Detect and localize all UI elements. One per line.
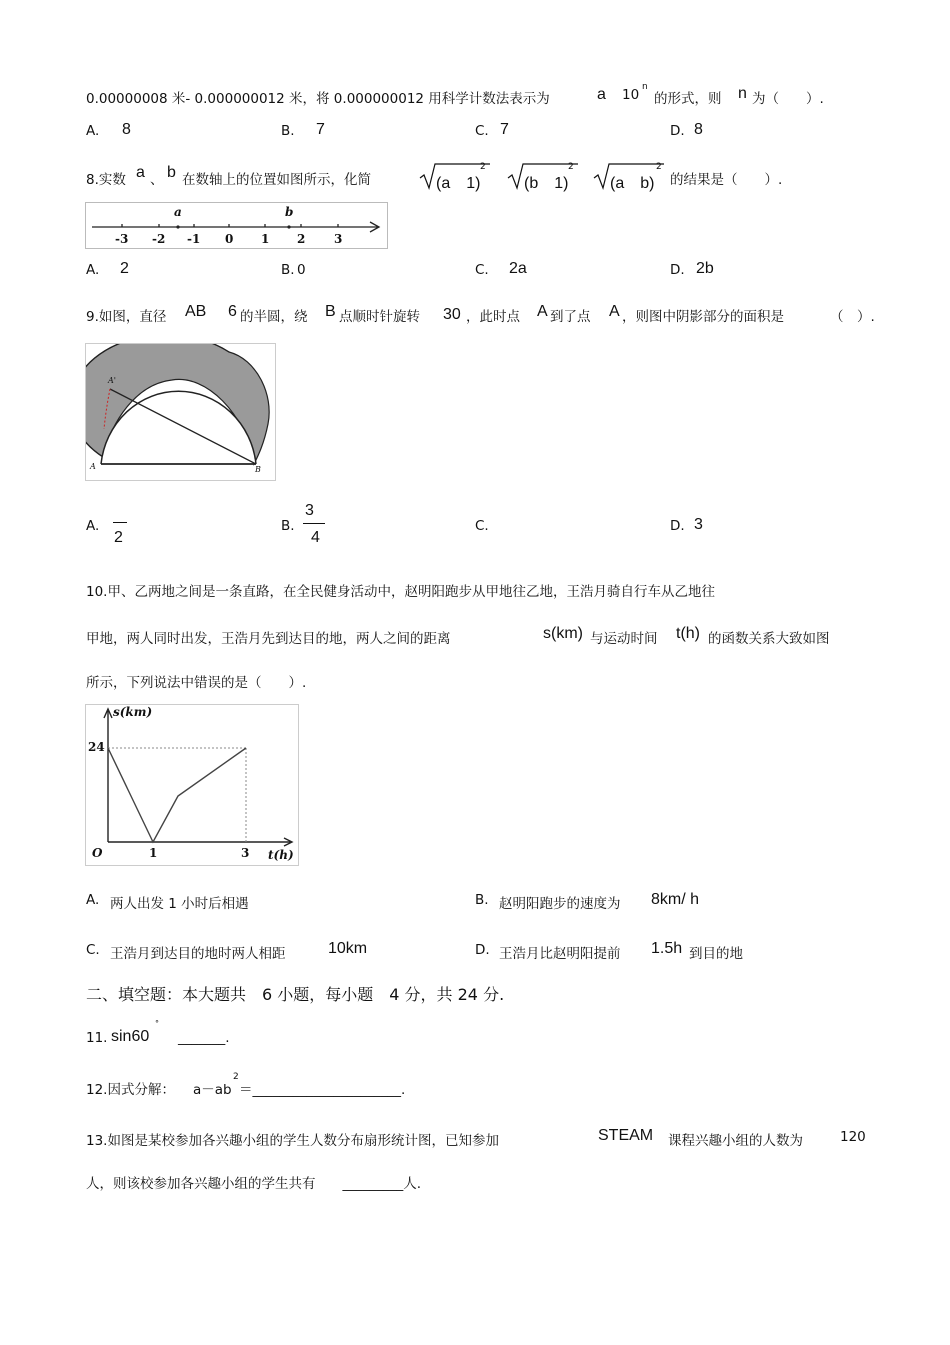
q8-tick-label: 0 [225,232,234,246]
q7-expr-10: 10 [622,87,640,103]
q7-opt-c-value: 7 [500,121,509,138]
q9-opt-d-letter: D. [670,518,685,534]
q10-opt-d-letter: D. [475,942,490,958]
q8-opt-d-letter: D. [670,262,685,278]
q8-tick-label: -2 [152,232,166,246]
q10-graph-figure [85,704,299,866]
q7-opt-d-letter: D. [670,123,685,139]
q8-root1: (a 1) [436,175,481,192]
q9-b: B [325,303,336,320]
q9-opt-c-letter: C. [475,518,489,534]
q10-graph-line [108,748,246,842]
q7-var-n: n [738,85,747,102]
q10-skm: s(km) [543,625,583,642]
q10-graph-svg [86,705,298,865]
q8-opt-c-value: 2a [509,260,527,277]
q9-ab: AB [185,303,207,320]
q10-y-tick-24: 24 [88,740,105,754]
q7-opt-c-letter: C. [475,123,489,139]
q10-th: t(h) [676,625,700,642]
q8-text: 在数轴上的位置如图所示，化简 [182,172,371,188]
q7-text-b: 的形式，则 [654,91,722,107]
q9-opt-b-letter: B. [281,518,295,534]
q12-prefix: 12.因式分解： [86,1082,175,1098]
q7-opt-a-value: 8 [122,121,131,138]
q11-degree-mark: ° [155,1019,159,1028]
q8-tick-label: 2 [297,232,306,246]
q10-line2c: 的函数关系大致如图 [708,631,830,647]
q9-opt-b-numerator: 3 [305,502,314,519]
q8-root3: (a b) [610,175,655,192]
q10-line2a: 甲地，两人同时出发，王浩月先到达目的地，两人之间的距离 [86,631,451,647]
q10-y-label: s(km) [113,705,153,719]
q8-tick-label: -1 [187,232,201,246]
q8-axis-label-a: a [174,205,182,219]
q9-t6: （ ）. [830,309,875,325]
q10-opt-d-tail: 到目的地 [689,946,743,962]
q9-label-a-prime: A' [108,376,116,385]
q11-blank: _______. [178,1030,230,1046]
q10-line1: 10.甲、乙两地之间是一条直路，在全民健身活动中，赵明阳跑步从甲地往乙地，王浩月骑自行车从乙地往 [86,584,715,600]
q9-t2: 点顺时针旋转 [339,309,420,325]
q9-six: 6 [228,303,237,320]
q8-point-a [176,225,179,228]
q9-opt-a-letter: A. [86,518,100,534]
q10-line3: 所示，下列说法中错误的是（ ）. [86,675,307,691]
q9-thirty: 30 [443,306,461,323]
q7-opt-b-value: 7 [316,121,325,138]
q8-tick-label: 3 [334,232,343,246]
q9-prefix: 9.如图，直径 [86,309,167,325]
q8-opt-c-letter: C. [475,262,489,278]
q8-opt-b-letter: B. [281,262,295,278]
q9-opt-a-value: 2 [114,529,123,546]
q7-opt-b-letter: B. [281,123,295,139]
section2-title: 二、填空题：本大题共 6 小题，每小题 4 分，共 24 分. [86,985,505,1004]
q9-t4: 到了点 [550,309,591,325]
q9-a1: A [537,303,548,320]
q10-opt-d-text: 王浩月比赵明阳提前 [499,946,621,962]
q8-var-a: a [136,164,145,181]
q8-root2: (b 1) [524,175,569,192]
q10-opt-b-math: 8km/ h [651,891,700,908]
q9-t1: 的半圆，绕 [240,309,308,325]
q11-prefix: 11. [86,1030,108,1046]
q12-rest: ＝______________________. [239,1082,406,1098]
q7-opt-a-letter: A. [86,123,100,139]
q10-opt-b-text: 赵明阳跑步的速度为 [499,896,621,912]
q9-label-a: A [90,462,96,471]
q8-tick-label: -3 [115,232,129,246]
q10-x-tick-1: 1 [149,846,158,860]
q12-expr: a－ab [193,1082,232,1098]
q10-opt-b-letter: B. [475,892,489,908]
q8-number-line-figure [85,202,388,249]
q9-a2: A [609,303,620,320]
q8-suffix: 的结果是（ ）. [670,172,783,188]
q8-root2-exp: 2 [568,162,574,172]
q8-opt-d-value: 2b [696,260,714,277]
q10-opt-a-text: 两人出发 1 小时后相遇 [110,896,249,912]
q12-exp: 2 [233,1072,239,1082]
q10-opt-c-letter: C. [86,942,100,958]
q8-sep: 、 [150,172,164,188]
q8-opt-b-value: 0 [297,262,306,278]
q10-line2b: 与运动时间 [590,631,658,647]
q8-point-b [287,225,290,228]
q8-opt-a-letter: A. [86,262,100,278]
q9-opt-d-value: 3 [694,516,703,533]
q7-expr-a: a [597,86,606,103]
q9-label-b: B [255,465,261,474]
q10-origin: O [92,846,103,860]
q13-steam: STEAM [598,1127,654,1144]
q9-opt-b-denominator: 4 [311,529,320,546]
q7-line [86,87,550,107]
q10-opt-c-math: 10km [328,940,368,957]
q9-opt-b-fraction-bar [303,523,325,524]
q11-expr: sin60 [111,1028,150,1045]
q8-axis-label-b: b [285,205,294,219]
q9-semicircle-svg [86,344,275,480]
q8-root3-exp: 2 [656,162,662,172]
q9-t3: ，此时点 [466,309,520,325]
q13-count: 120 [840,1129,866,1145]
q13-line2: 人，则该校参加各兴趣小组的学生共有 _________人. [86,1176,422,1192]
q10-x-tick-3: 3 [241,846,250,860]
q10-x-label: t(h) [268,848,294,862]
q9-semicircle-figure [85,343,276,481]
q8-tick-label: 1 [261,232,270,246]
q7-text: 0.00000008 米- 0.000000012 米，将 0.000000012 用科学计数法表示为 [86,91,550,107]
q10-opt-c-text: 王浩月到达目的地时两人相距 [110,946,286,962]
q8-var-b: b [167,164,176,181]
q9-opt-a-fraction-bar [113,522,127,523]
q10-opt-a-letter: A. [86,892,100,908]
q8-prefix: 8.实数 [86,172,126,188]
q8-opt-a-value: 2 [120,260,129,277]
q7-text-c: 为（ ）. [752,91,824,107]
q9-t5: ，则图中阴影部分的面积是 [622,309,784,325]
q13-line1b: 课程兴趣小组的人数为 [668,1133,803,1149]
q8-root1-exp: 2 [480,162,486,172]
q7-opt-d-value: 8 [694,121,703,138]
q13-line1a: 13.如图是某校参加各兴趣小组的学生人数分布扇形统计图，已知参加 [86,1133,499,1149]
q7-expr-n: n [642,82,648,92]
q10-opt-d-math: 1.5h [651,940,683,957]
